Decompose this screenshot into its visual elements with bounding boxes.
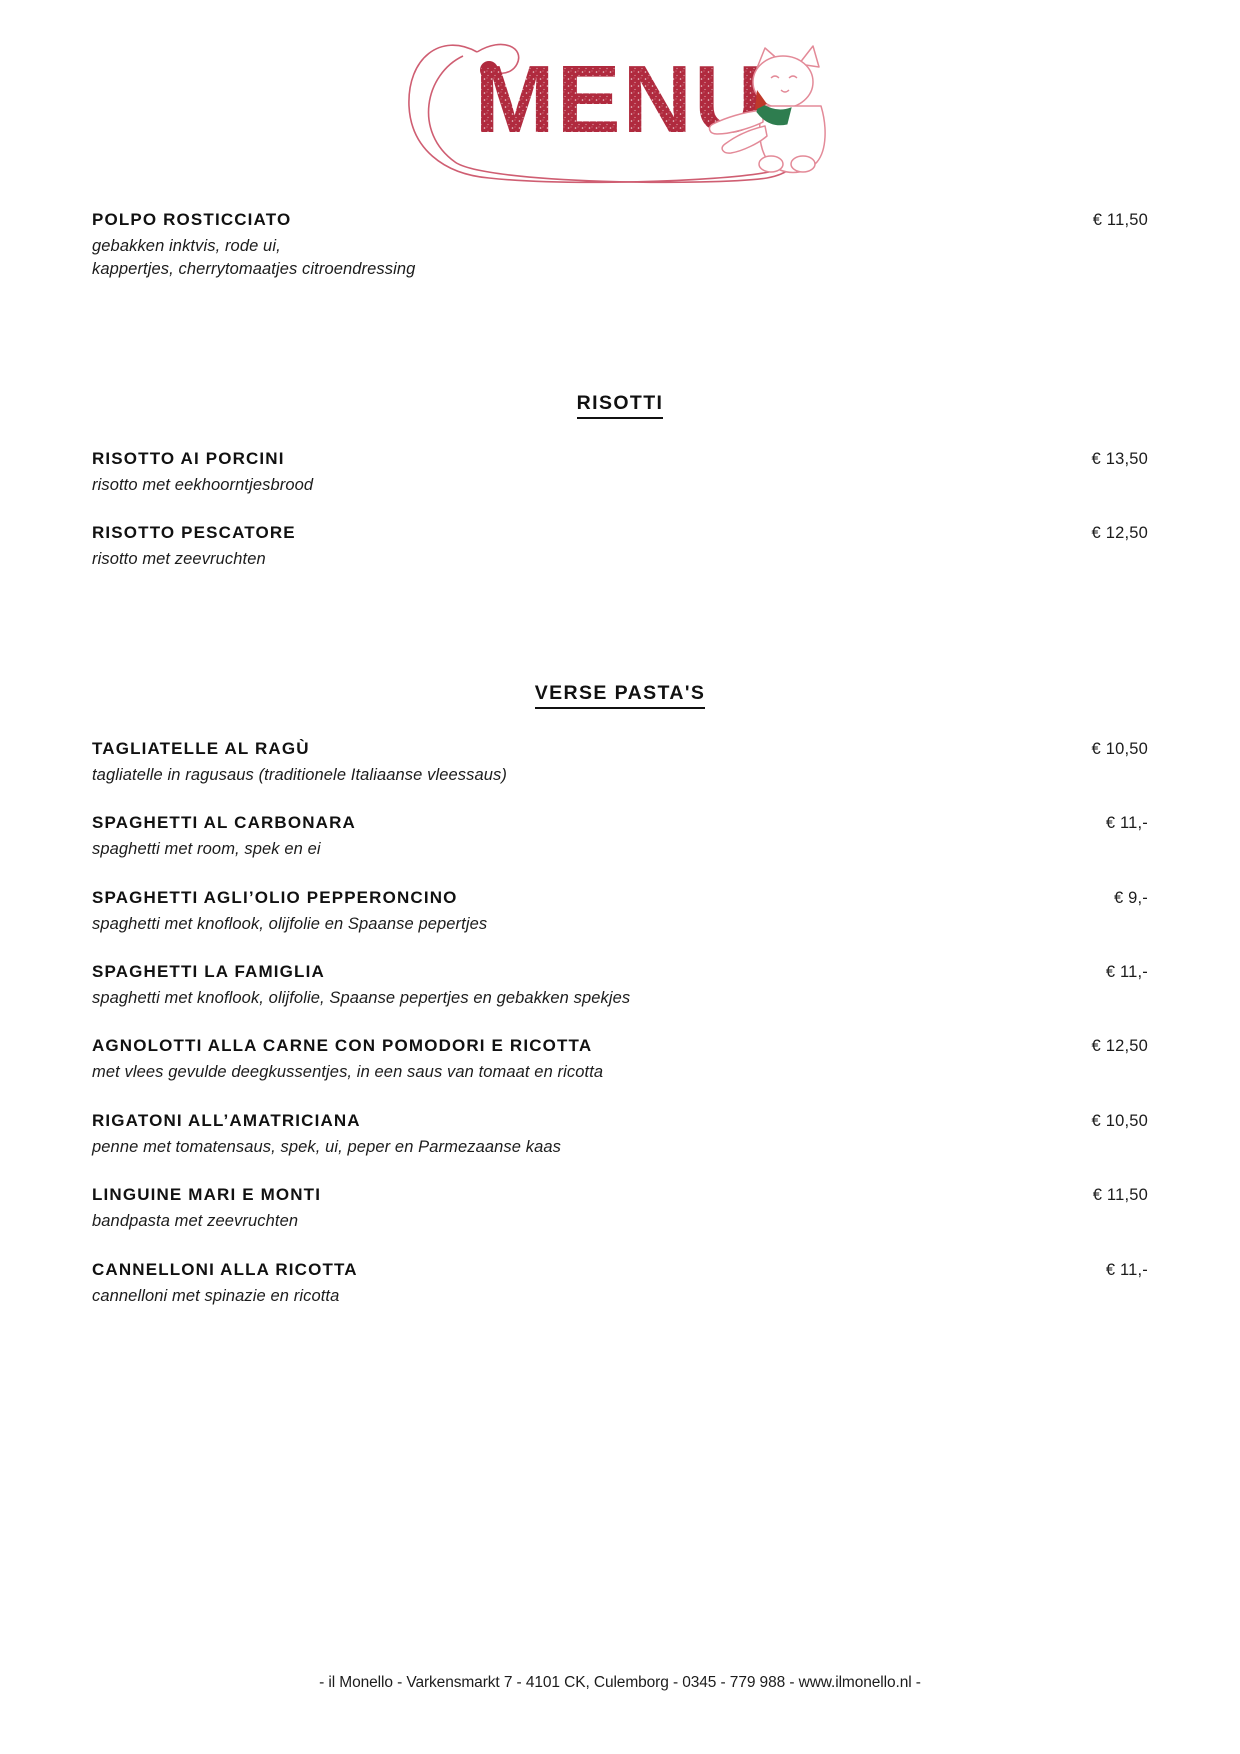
- menu-item: [92, 449, 1148, 497]
- menu-logo: [385, 14, 855, 199]
- menu-item-description: [92, 235, 1148, 282]
- menu-item-description: spaghetti met room, spek en ei: [92, 840, 321, 859]
- menu-item: [92, 1111, 1148, 1159]
- menu-item: [92, 888, 1148, 936]
- menu-item-price: € 11,-: [1105, 814, 1148, 833]
- section-title-text: RISOTTI: [577, 392, 664, 419]
- menu-item-price: € 11,50: [1092, 211, 1148, 229]
- menu-item-name: LINGUINE MARI E MONTI: [92, 1185, 322, 1205]
- menu-item-name: RIGATONI ALL’AMATRICIANA: [92, 1110, 361, 1130]
- menu-item-price: € 10,50: [1091, 739, 1148, 758]
- menu-item-head: [92, 962, 1148, 982]
- menu-item-name: SPAGHETTI LA FAMIGLIA: [92, 961, 325, 981]
- menu-item-description: met vlees gevulde deegkussentjes, in een saus van tomaat en ricotta: [92, 1063, 604, 1082]
- menu-item-name: SPAGHETTI AGLI’OLIO PEPPERONCINO: [92, 887, 458, 907]
- menu-item-description: risotto met eekhoorntjesbrood: [92, 475, 314, 494]
- menu-item-name: CANNELLONI ALLA RICOTTA: [92, 1259, 358, 1279]
- menu-item-description: risotto met zeevruchten: [92, 550, 266, 569]
- menu-item-price: € 12,50: [1091, 1037, 1148, 1056]
- footer: [0, 1674, 1240, 1692]
- menu-item-description: cannelloni met spinazie en ricotta: [92, 1286, 340, 1305]
- menu-item-price: € 11,50: [1092, 1186, 1148, 1205]
- spacer: [92, 705, 1148, 739]
- menu-item-description: bandpasta met zeevruchten: [92, 1212, 299, 1231]
- menu-item-name: AGNOLOTTI ALLA CARNE CON POMODORI E RICOTTA: [92, 1036, 593, 1056]
- section-title-risotti: [92, 392, 1148, 415]
- menu-item-head: [92, 888, 1148, 908]
- menu-item-price: € 11,-: [1105, 962, 1148, 981]
- menu-item: [92, 523, 1148, 571]
- menu-item: [92, 1260, 1148, 1308]
- spacer: [92, 598, 1148, 682]
- menu-item-name: POLPO ROSTICCIATO: [92, 210, 292, 229]
- menu-item: [92, 1036, 1148, 1084]
- menu-item-head: [92, 1036, 1148, 1056]
- menu-item: [92, 739, 1148, 787]
- menu-item-head: [92, 210, 1148, 230]
- menu-item-description: spaghetti met knoflook, olijfolie, Spaanse pepertjes en gebakken spekjes: [92, 988, 631, 1007]
- menu-item-price: € 9,-: [1113, 888, 1148, 907]
- menu-item-description: penne met tomatensaus, spek, ui, peper en Parmezaanse kaas: [92, 1137, 561, 1156]
- menu-item-head: [92, 813, 1148, 833]
- menu-item-head: [92, 739, 1148, 759]
- spacer: [92, 415, 1148, 449]
- menu-item: [92, 210, 1148, 282]
- menu-item-name: SPAGHETTI AL CARBONARA: [92, 813, 356, 833]
- menu-item: [92, 813, 1148, 861]
- menu-item-price: € 11,-: [1105, 1260, 1148, 1279]
- menu-logo-block: [0, 0, 1240, 210]
- section-title-verse-pastas: [92, 682, 1148, 705]
- menu-item-head: [92, 1260, 1148, 1280]
- section-title-text: VERSE PASTA'S: [535, 682, 706, 709]
- menu-item-name: RISOTTO PESCATORE: [92, 523, 296, 543]
- menu-item-head: [92, 449, 1148, 469]
- menu-item-description: tagliatelle in ragusaus (traditionele Italiaanse vleessaus): [92, 765, 507, 784]
- menu-item-name: TAGLIATELLE AL RAGÙ: [92, 738, 310, 758]
- menu-item: [92, 962, 1148, 1010]
- menu-item-price: € 10,50: [1091, 1111, 1148, 1130]
- menu-item-price: € 12,50: [1091, 524, 1148, 543]
- menu-logo-svg: [385, 14, 855, 199]
- footer-text: - il Monello - Varkensmarkt 7 - 4101 CK, Culemborg - 0345 - 779 988 - www.ilmonello.nl -: [319, 1674, 921, 1691]
- menu-sheet: [0, 210, 1240, 1308]
- menu-item-head: [92, 1111, 1148, 1131]
- menu-item-description: spaghetti met knoflook, olijfolie en Spaanse pepertjes: [92, 914, 488, 933]
- menu-item-description-line2: kappertjes, cherrytomaatjes citroendressing: [92, 260, 416, 279]
- menu-item-head: [92, 523, 1148, 543]
- menu-item-price: € 13,50: [1091, 449, 1148, 468]
- menu-item-head: [92, 1185, 1148, 1205]
- menu-item-description-line1: gebakken inktvis, rode ui,: [92, 237, 281, 255]
- spacer: [92, 308, 1148, 392]
- menu-item: [92, 1185, 1148, 1233]
- menu-item-name: RISOTTO AI PORCINI: [92, 448, 285, 468]
